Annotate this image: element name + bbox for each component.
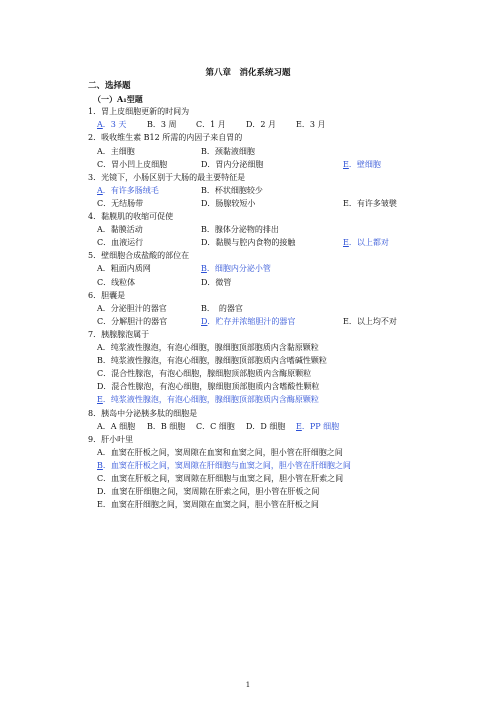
option-row xyxy=(0,395,496,405)
answer-letter: B xyxy=(201,264,207,274)
answer-option: E．壁细胞 xyxy=(343,159,381,169)
answer-option: E．以上都对 xyxy=(343,238,389,248)
answer-option: A．有许多肠绒毛 xyxy=(97,185,159,195)
option: D．胃内分泌细胞 xyxy=(201,159,264,169)
option: E．以上均不对 xyxy=(343,316,397,326)
option: D．2 月 xyxy=(246,120,277,130)
option-row xyxy=(0,147,496,157)
option-row xyxy=(0,160,496,170)
option: C．1 月 xyxy=(196,120,226,130)
option: C．分解胆汁的器官 xyxy=(97,316,168,326)
answer-option: B．血窦在肝板之间，窦周隙在肝细胞与血窦之间，胆小管在肝细胞之间 xyxy=(97,460,351,470)
answer-letter: E xyxy=(97,395,103,405)
chapter-title: 第八章 消化系统习题 xyxy=(205,68,291,78)
question-stem: 1．胃上皮细胞更新的时间为 xyxy=(88,107,190,117)
option: B．杯状细胞较少 xyxy=(201,185,263,195)
question-stem: 9．肝小叶里 xyxy=(88,434,134,444)
question-stem: 5．壁细胞合成盐酸的部位在 xyxy=(88,251,190,261)
subsection-heading: （一）A₁型题 xyxy=(93,94,143,105)
option-row xyxy=(0,422,496,432)
answer-option: D．贮存并浓缩胆汁的器官 xyxy=(201,316,296,326)
option-row xyxy=(0,356,496,366)
option-row xyxy=(0,225,496,235)
option: D．D 细胞 xyxy=(246,421,286,431)
answer-option: B．细胞内分泌小管 xyxy=(201,264,271,274)
question-stem: 8．胰岛中分泌胰多肽的细胞是 xyxy=(88,408,198,418)
option: C．血窦在肝板之间，窦周隙在肝细胞与血窦之间，胆小管在肝索之间 xyxy=(97,474,344,483)
answer-option: E．PP 细胞 xyxy=(296,421,340,431)
option: C．无结肠带 xyxy=(97,198,144,208)
option-row xyxy=(0,278,496,288)
option: C．胃小凹上皮细胞 xyxy=(97,159,168,169)
answer-option: E．纯浆液性腺泡，有泡心细胞，腺细胞顶部胞质内含酶原颗粒 xyxy=(97,395,319,405)
answer-letter: E xyxy=(296,421,302,431)
option-row xyxy=(0,448,496,458)
page-number: 1 xyxy=(245,681,251,689)
option-row xyxy=(0,120,496,130)
question-stem: 7．胰腺腺泡属于 xyxy=(88,329,150,339)
option: A．A 细胞 xyxy=(97,421,136,431)
question-stem: 6．胆囊是 xyxy=(88,290,126,300)
option: B． 的器官 xyxy=(201,303,243,313)
option-row xyxy=(0,186,496,196)
option: D．黏膜与腔内食物的接触 xyxy=(201,238,296,248)
question-stem: 3．光镜下，小肠区别于大肠的最主要特征是 xyxy=(88,172,246,182)
option: A．粗面内质网 xyxy=(97,264,151,274)
option: B．颈黏液细胞 xyxy=(201,146,255,156)
option-row xyxy=(0,487,496,497)
option: A．纯浆液性腺泡，有泡心细胞，腺细胞顶部胞质内含黏原颗粒 xyxy=(97,343,319,352)
answer-letter: A xyxy=(97,185,103,195)
section-heading: 二、选择题 xyxy=(88,81,131,91)
option-row xyxy=(0,461,496,471)
answer-letter: D xyxy=(201,316,208,326)
answer-option: A．3 天 xyxy=(97,120,127,130)
option-row xyxy=(0,343,496,353)
question-stem: 2．吸收维生素 B12 所需的内因子来自胃的 xyxy=(88,133,243,143)
option: C．C 细胞 xyxy=(196,421,235,431)
option-row xyxy=(0,500,496,510)
option: D．微管 xyxy=(201,277,232,287)
option: A．血窦在肝板之间，窦周隙在血窦和血窦之间，胆小管在肝细胞之间 xyxy=(97,447,343,457)
option: A．主细胞 xyxy=(97,146,135,156)
option: E．血窦在肝细胞之间，窦周隙在血窦之间，胆小管在肝板之间 xyxy=(97,500,319,510)
option: E．3 月 xyxy=(296,120,326,130)
option: C．混合性腺泡，有泡心细胞，腺细胞顶部胞质内含酶原颗粒 xyxy=(97,369,312,379)
option: A．黏膜活动 xyxy=(97,225,143,235)
option: D．混合性腺泡，有泡心细胞，腺细胞顶部胞质内含嗜酸性颗粒 xyxy=(97,382,320,392)
option: D．肠腺较短小 xyxy=(201,198,256,208)
option: A．分泌胆汁的器官 xyxy=(97,303,167,313)
option: C．线粒体 xyxy=(97,277,136,287)
option: B．3 周 xyxy=(147,120,177,130)
option-row xyxy=(0,317,496,327)
option-row xyxy=(0,304,496,314)
option: E．有许多皱襞 xyxy=(343,198,397,208)
answer-letter: E xyxy=(343,159,349,169)
question-stem: 4．黏膜肌的收缩可促使 xyxy=(88,212,174,221)
option-row xyxy=(0,382,496,392)
option: B．B 细胞 xyxy=(147,421,186,431)
answer-letter: B xyxy=(97,460,103,470)
option: B．腺体分泌物的排出 xyxy=(201,225,279,235)
option-row xyxy=(0,369,496,379)
option-row xyxy=(0,264,496,274)
option: C．血液运行 xyxy=(97,238,144,248)
answer-letter: A xyxy=(97,120,103,130)
option-row xyxy=(0,474,496,484)
option: D．血窦在肝细胞之间，窦周隙在肝索之间，胆小管在肝板之间 xyxy=(97,487,320,497)
option-row xyxy=(0,199,496,209)
option: B．纯浆液性腺泡，有泡心细胞，腺细胞顶部胞质内含嗜碱性颗粒 xyxy=(97,356,327,366)
answer-letter: E xyxy=(343,238,349,248)
option-row xyxy=(0,238,496,248)
